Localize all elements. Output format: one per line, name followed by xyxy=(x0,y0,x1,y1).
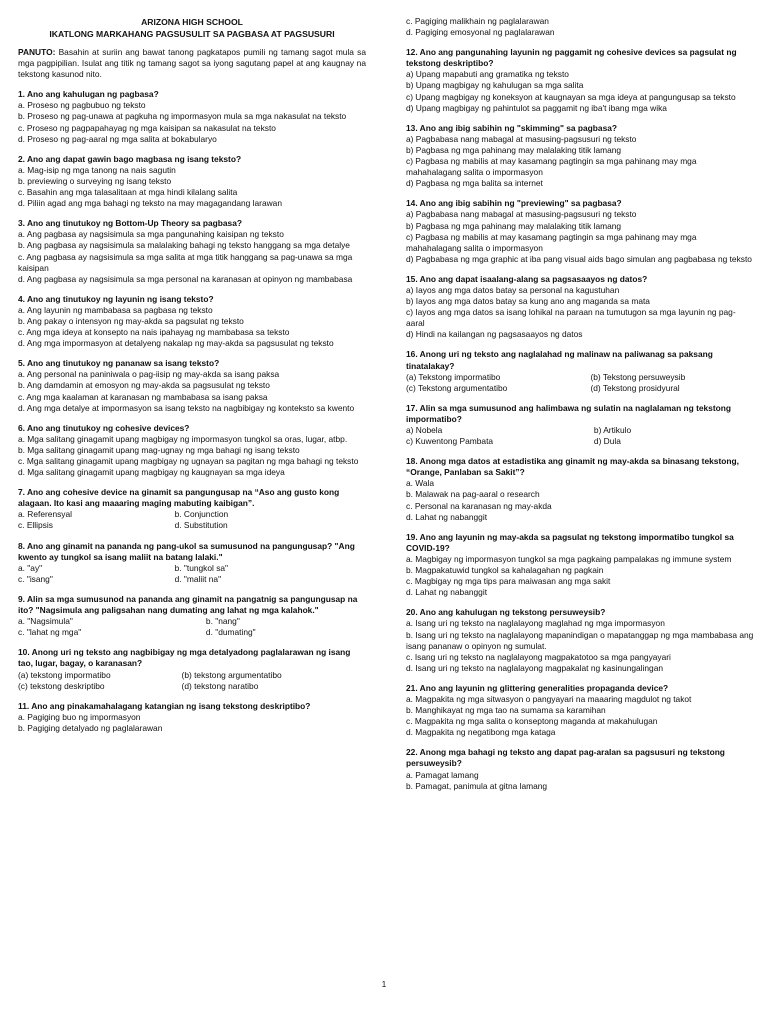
question-block xyxy=(18,154,366,209)
answer-option: b. Ang pakay o intensyon ng may-akda sa pagsulat ng teksto xyxy=(18,315,244,326)
question-text: 18. Anong mga datos at estadistika ang ginamit ng may-akda sa binasang tekstong, “Orange, Panlaban sa Sakit”? xyxy=(406,456,739,478)
answer-option: a. Referensyal xyxy=(18,509,72,520)
answer-option: c. Pagiging malikhain ng paglalarawan xyxy=(406,16,549,26)
answer-option: (d) tekstong naratibo xyxy=(181,680,259,691)
school-name: ARIZONA HIGH SCHOOL xyxy=(141,17,243,27)
answer-option: c) Kuwentong Pambata xyxy=(406,436,494,447)
answer-option: c. Isang uri ng teksto na naglalayong magpakatotoo sa mga pangyayari xyxy=(406,651,671,662)
answer-option: d) Dula xyxy=(593,436,621,447)
answer-option: a) Pagbabasa nang mabagal at masusing-pagsusuri ng teksto xyxy=(406,209,637,220)
question-block xyxy=(18,294,366,349)
question-block xyxy=(406,349,754,393)
answer-option: b. Ang damdamin at emosyon ng may-akda sa pagsusulat ng teksto xyxy=(18,380,270,391)
answer-option: b. Mga salitang ginagamit upang mag-ugnay ng mga bahagi ng isang teksto xyxy=(18,444,300,455)
answer-option: d. Ang mga impormasyon at detalyeng nakalap ng may-akda sa pagsusulat ng teksto xyxy=(18,338,334,349)
answer-option: d. Ang mga detalye at impormasyon sa isang teksto na nagbibigay ng konteksto sa kwento xyxy=(18,402,355,413)
question-text: 17. Alin sa mga sumusunod ang halimbawa ng sulatin na naglalaman ng tekstong impormatibo? xyxy=(406,402,731,424)
instructions xyxy=(18,47,366,80)
answer-option: c. Personal na karanasan ng may-akda xyxy=(406,500,552,511)
answer-option: (a) Tekstong impormatibo xyxy=(406,371,501,382)
question-text: 14. Ano ang ibig sabihin ng "previewing" sa pagbasa? xyxy=(406,198,622,209)
options-grid xyxy=(18,509,366,531)
answer-option: c. Proseso ng pagpapahayag ng mga kaisipan sa nakasulat na teksto xyxy=(18,122,276,133)
answer-option: d) Pagbasa ng mga balita sa internet xyxy=(406,178,543,189)
question-text: 22. Anong mga bahagi ng teksto ang dapat pag-aralan sa pagsusuri ng tekstong persuweysib? xyxy=(406,747,725,769)
question-text: 21. Ano ang layunin ng glittering generalities propaganda device? xyxy=(406,682,669,693)
question-block xyxy=(18,423,366,478)
question-text: 2. Ano ang dapat gawin bago magbasa ng isang teksto? xyxy=(18,153,242,164)
question-block xyxy=(406,747,754,791)
question-block xyxy=(406,274,754,341)
answer-option: a. "ay" xyxy=(18,562,43,573)
question-block xyxy=(406,198,754,265)
question-block xyxy=(406,47,754,114)
answer-option: c) Pagbasa ng mabilis at may kasamang pagtingin sa mga pahinang may mga mahahalagang salita o impormasyon xyxy=(406,231,697,253)
question-text: 6. Ano ang tinutukoy ng cohesive devices? xyxy=(18,422,190,433)
options-grid xyxy=(406,372,754,394)
question-block xyxy=(406,683,754,738)
answer-option: (c) Tekstong argumentatibo xyxy=(406,382,508,393)
question-text: 1. Ano ang kahulugan ng pagbasa? xyxy=(18,89,159,100)
answer-option: b. Isang uri ng teksto na naglalayong mapanindigan o mapatanggap ng mga mambabasa ang isang pananaw o opinyon ng sumulat. xyxy=(406,629,754,651)
answer-option: a) Nobela xyxy=(406,425,443,435)
options-grid xyxy=(18,670,366,692)
instructions-text: Basahin at suriin ang bawat tanong pagkatapos pumili ng tamang sagot mula sa mga pagpipilian. Isulat ang titik ng tamang sagot sa iyong sagutang papel at ang kaugnay na tekstong kasunod nito. xyxy=(18,47,367,80)
answer-option: b. Magpakatuwid tungkol sa kahalagahan ng pagkain xyxy=(406,565,604,576)
answer-option: c. "isang" xyxy=(18,573,53,584)
exam-title: IKATLONG MARKAHANG PAGSUSULIT SA PAGBASA AT PAGSUSURI xyxy=(49,29,335,39)
answer-option: c. Mga salitang ginagamit upang magbigay ng ugnayan sa pagitan ng mga bahagi ng teksto xyxy=(18,456,359,466)
right-column xyxy=(406,16,754,792)
left-column xyxy=(18,16,366,734)
answer-option: c. Ang mga kaalaman at karanasan ng mambabasa sa isang paksa xyxy=(18,391,268,402)
answer-option: a. Ang personal na paniniwala o pag-iisip ng may-akda sa isang paksa xyxy=(18,369,280,380)
answer-option: b. "tungkol sa" xyxy=(174,562,229,573)
question-block xyxy=(18,487,366,531)
question-block xyxy=(18,358,366,413)
answer-option: c) Pagbasa ng mabilis at may kasamang pagtingin sa mga pahinang may mga mahahalagang salita o impormasyon xyxy=(406,156,697,178)
question-text: 19. Ano ang layunin ng may-akda sa pagsulat ng tekstong impormatibo tungkol sa COVID-19? xyxy=(406,531,734,553)
answer-option: b. previewing o surveying ng isang teksto xyxy=(18,175,172,186)
answer-option: b. "nang" xyxy=(205,616,240,627)
question-text: 13. Ano ang ibig sabihin ng "skimming" sa pagbasa? xyxy=(406,122,617,133)
answer-option: b) Artikulo xyxy=(593,425,632,435)
answer-option: b. Pamagat, panimula at gitna lamang xyxy=(406,780,548,791)
answer-option: (d) Tekstong prosidyural xyxy=(590,382,680,393)
question-text: 12. Ano ang pangunahing layunin ng paggamit ng cohesive devices sa pagsulat ng tekstong deskriptibo? xyxy=(406,47,737,69)
answer-option: c) Upang magbigay ng koneksyon at kaugnayan sa mga ideya at pangungusap sa teksto xyxy=(406,91,736,102)
answer-option: b. Manghikayat ng mga tao na sumama sa karamihan xyxy=(406,705,606,716)
answer-option: d. Ang pagbasa ay nagsisimula sa mga personal na karanasan at opinyon ng mambabasa xyxy=(18,273,353,284)
question-block xyxy=(406,607,754,674)
answer-option: a. Pagiging buo ng impormasyon xyxy=(18,711,141,722)
question-block xyxy=(18,594,366,638)
question-block xyxy=(406,16,754,38)
answer-option: c. Magbigay ng mga tips para maiwasan ang mga sakit xyxy=(406,576,611,587)
answer-option: d. "maliit na" xyxy=(174,573,222,584)
answer-option: d. Mga salitang ginagamit upang magbigay ng kaugnayan sa mga ideya xyxy=(18,467,285,478)
question-text: 8. Ano ang ginamit na pananda ng pang-ukol sa sumusunod na pangungusap? "Ang kwento ay tungkol sa isang maliit na batang lalaki." xyxy=(18,540,355,562)
answer-option: d) Hindi na kailangan ng pagsasaayos ng datos xyxy=(406,329,583,340)
answer-option: (b) Tekstong persuweysib xyxy=(590,371,686,382)
answer-option: a. Ang layunin ng mambabasa sa pagbasa ng teksto xyxy=(18,304,213,315)
question-text: 9. Alin sa mga sumusunod na pananda ang ginamit na pangatnig sa pangungusap na ito? "Nagsimula ang paligsahan nang dumating ang lahat ng mga kalahok." xyxy=(18,593,358,616)
question-block xyxy=(406,456,754,523)
answer-option: d. Lahat ng nabanggit xyxy=(406,587,488,598)
answer-option: a) Upang mapabuti ang gramatika ng teksto xyxy=(406,69,569,80)
answer-option: c. Ang pagbasa ay nagsisimula sa mga salita at mga titik hanggang sa pag-unawa sa mga kaisipan xyxy=(18,251,353,273)
options-grid xyxy=(18,616,366,638)
answer-option: b. Malawak na pag-aaral o research xyxy=(406,489,540,500)
answer-option: a. Mag-isip ng mga tanong na nais sagutin xyxy=(18,164,176,175)
answer-option: a. "Nagsimula" xyxy=(18,616,73,627)
answer-option: d. Lahat ng nabanggit xyxy=(406,511,488,522)
answer-option: d. Proseso ng pag-aaral ng mga salita at bokabularyo xyxy=(18,133,217,144)
question-text: 16. Anong uri ng teksto ang naglalahad ng malinaw na paliwanag sa paksang tinatalakay? xyxy=(406,349,713,371)
answer-option: b. Conjunction xyxy=(174,509,229,520)
answer-option: a. Mga salitang ginagamit upang magbigay ng impormasyon tungkol sa oras, lugar, atbp. xyxy=(18,433,348,444)
answer-option: a. Magbigay ng impormasyon tungkol sa mga pagkaing pampalakas ng immune system xyxy=(406,553,732,564)
question-text: 5. Ano ang tinutukoy ng pananaw sa isang teksto? xyxy=(18,358,220,369)
answer-option: d) Pagbabasa ng mga graphic at iba pang visual aids bago simulan ang pagbabasa ng teksto xyxy=(406,253,752,264)
question-block xyxy=(18,218,366,285)
answer-option: b) Pagbasa ng mga pahinang may malalaking titik lamang xyxy=(406,220,622,231)
exam-header xyxy=(18,16,366,40)
answer-option: a. Ang pagbasa ay nagsisimula sa mga pangunahing kaisipan ng teksto xyxy=(18,229,284,240)
question-text: 7. Ano ang cohesive device na ginamit sa pangungusap na “Aso ang gusto kong alagaan. Ito kasi ang maaaring maging mabuting kaibigan”. xyxy=(18,487,340,509)
question-text: 15. Ano ang dapat isaalang-alang sa pagsasaayos ng datos? xyxy=(406,273,648,284)
answer-option: (c) tekstong deskriptibo xyxy=(18,680,105,691)
answer-option: d. Pagiging emosyonal ng paglalarawan xyxy=(406,27,555,38)
answer-option: d. Piliin agad ang mga bahagi ng teksto na may magagandang larawan xyxy=(18,198,282,209)
answer-option: a) Iayos ang mga datos batay sa personal na kagustuhan xyxy=(406,284,620,295)
answer-option: b) Upang magbigay ng kahulugan sa mga salita xyxy=(406,80,584,91)
answer-option: a. Wala xyxy=(406,478,435,489)
answer-option: d. Substitution xyxy=(174,520,228,531)
question-block xyxy=(18,541,366,585)
answer-option: a. Isang uri ng teksto na naglalayong maglahad ng mga impormasyon xyxy=(406,618,665,629)
answer-option: c. Ellipsis xyxy=(18,520,53,531)
instructions-label: PANUTO: xyxy=(18,47,56,57)
question-text: 3. Ano ang tinutukoy ng Bottom-Up Theory sa pagbasa? xyxy=(18,218,242,229)
left-question-list xyxy=(18,89,366,734)
answer-option: c. Basahin ang mga talasalitaan at mga hindi kilalang salita xyxy=(18,187,238,198)
answer-option: b. Proseso ng pag-unawa at pagkuha ng impormasyon mula sa mga nakasulat na teksto xyxy=(18,111,347,122)
question-text: 20. Ano ang kahulugan ng tekstong persuweysib? xyxy=(406,607,606,618)
answer-option: b) Iayos ang mga datos batay sa kung ano ang maganda sa mata xyxy=(406,296,650,307)
question-block xyxy=(18,89,366,144)
answer-option: a. Magpakita ng mga sitwasyon o pangyayari na maaaring magdulot ng takot xyxy=(406,693,692,704)
answer-option: a) Pagbabasa nang mabagal at masusing-pagsusuri ng teksto xyxy=(406,133,637,144)
answer-option: d) Upang magbigay ng pahintulot sa paggamit ng iba't ibang mga wika xyxy=(406,102,667,113)
options-grid xyxy=(406,425,754,447)
question-text: 4. Ano ang tinutukoy ng layunin ng isang teksto? xyxy=(18,293,214,304)
answer-option: (b) tekstong argumentatibo xyxy=(181,669,282,680)
question-text: 11. Ano ang pinakamahalagang katangian ng isang tekstong deskriptibo? xyxy=(18,700,311,711)
question-block xyxy=(406,403,754,447)
right-question-list xyxy=(406,16,754,792)
question-block xyxy=(406,532,754,599)
question-block xyxy=(18,647,366,691)
answer-option: (a) tekstong impormatibo xyxy=(18,669,111,680)
question-text: 10. Anong uri ng teksto ang nagbibigay ng mga detalyadong paglalarawan ng isang tao, lugar, bagay, o karanasan? xyxy=(18,647,351,669)
answer-option: d. Isang uri ng teksto na naglalayong magpakalat ng kasinungalingan xyxy=(406,662,664,673)
options-grid xyxy=(18,563,366,585)
answer-option: c) Iayos ang mga datos sa isang lohikal na paraan na tumutugon sa mga layunin ng pag-aaral xyxy=(406,307,736,329)
answer-option: d. Magpakita ng negatibong mga kataga xyxy=(406,727,556,738)
answer-option: b. Ang pagbasa ay nagsisimula sa malalaking bahagi ng teksto hanggang sa mga detalye xyxy=(18,240,350,251)
answer-option: a. Pamagat lamang xyxy=(406,769,479,780)
page-number: 1 xyxy=(381,980,387,989)
answer-option: d. "dumating" xyxy=(205,627,256,638)
question-block xyxy=(18,701,366,734)
answer-option: c. "lahat ng mga" xyxy=(18,627,82,638)
answer-option: b. Pagiging detalyado ng paglalarawan xyxy=(18,722,163,733)
answer-option: c. Magpakita ng mga salita o konseptong maganda at makahulugan xyxy=(406,716,658,727)
question-block xyxy=(406,123,754,190)
answer-option: c. Ang mga ideya at konsepto na nais ipahayag ng mambabasa sa teksto xyxy=(18,327,290,338)
answer-option: b) Pagbasa ng mga pahinang may malalaking titik lamang xyxy=(406,144,622,155)
answer-option: a. Proseso ng pagbubuo ng teksto xyxy=(18,100,146,111)
